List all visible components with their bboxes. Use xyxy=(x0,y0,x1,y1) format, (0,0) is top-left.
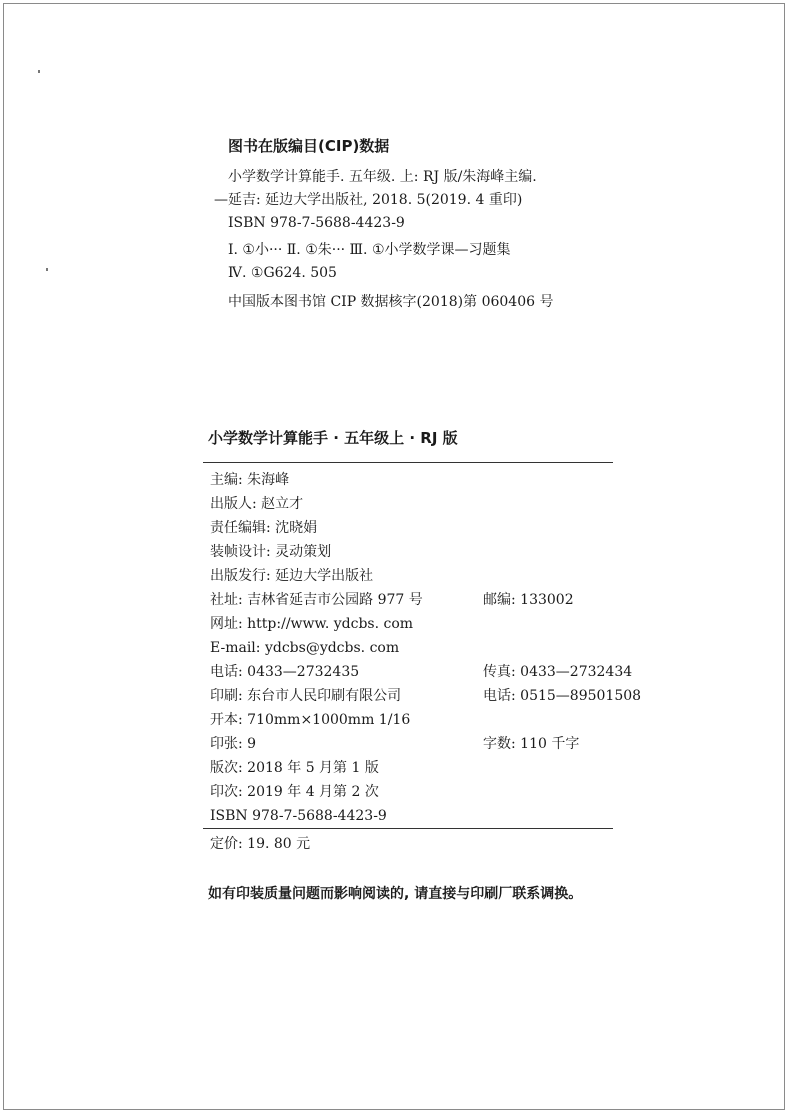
detail-phone: 电话: 0433—2732435 xyxy=(210,664,360,680)
detail-printer-phone: 电话: 0515—89501508 xyxy=(483,688,642,704)
detail-sheets: 印张: 9 xyxy=(210,736,257,752)
detail-printing: 印次: 2019 年 4 月第 2 次 xyxy=(210,784,379,800)
book-title: 小学数学计算能手 · 五年级上 · RJ 版 xyxy=(208,429,458,447)
detail-publisher-person: 出版人: 赵立才 xyxy=(210,496,304,512)
cip-line-4: Ⅰ. ①小··· Ⅱ. ①朱··· Ⅲ. ①小学数学课—习题集 xyxy=(228,242,511,258)
detail-distribution: 出版发行: 延边大学出版社 xyxy=(210,568,374,584)
divider-top xyxy=(203,462,613,463)
cip-title: 图书在版编目(CIP)数据 xyxy=(228,137,390,155)
scan-speck xyxy=(38,70,40,73)
cip-line-5: Ⅳ. ①G624. 505 xyxy=(228,265,337,281)
cip-line-2: —延吉: 延边大学出版社, 2018. 5(2019. 4 重印) xyxy=(214,192,523,208)
detail-printer: 印刷: 东台市人民印刷有限公司 xyxy=(210,688,402,704)
cip-line-6: 中国版本图书馆 CIP 数据核字(2018)第 060406 号 xyxy=(228,294,554,310)
detail-address: 社址: 吉林省延吉市公园路 977 号 xyxy=(210,592,423,608)
divider-bottom xyxy=(203,828,613,829)
detail-email: E-mail: ydcbs@ydcbs. com xyxy=(210,640,400,656)
detail-isbn: ISBN 978-7-5688-4423-9 xyxy=(210,808,387,824)
cip-line-3: ISBN 978-7-5688-4423-9 xyxy=(228,215,405,231)
detail-design: 装帧设计: 灵动策划 xyxy=(210,544,332,560)
detail-responsible-editor: 责任编辑: 沈晓娟 xyxy=(210,520,318,536)
detail-edition: 版次: 2018 年 5 月第 1 版 xyxy=(210,760,379,776)
detail-website: 网址: http://www. ydcbs. com xyxy=(210,616,414,632)
detail-editor: 主编: 朱海峰 xyxy=(210,472,290,488)
cip-line-1: 小学数学计算能手. 五年级. 上: RJ 版/朱海峰主编. xyxy=(228,169,537,185)
quality-notice: 如有印装质量问题而影响阅读的, 请直接与印刷厂联系调换。 xyxy=(208,886,583,902)
detail-word-count: 字数: 110 千字 xyxy=(483,736,580,752)
detail-fax: 传真: 0433—2732434 xyxy=(483,664,633,680)
detail-format: 开本: 710mm×1000mm 1/16 xyxy=(210,712,411,728)
detail-postcode: 邮编: 133002 xyxy=(483,592,574,608)
detail-price: 定价: 19. 80 元 xyxy=(210,836,311,852)
scan-speck xyxy=(46,268,48,271)
